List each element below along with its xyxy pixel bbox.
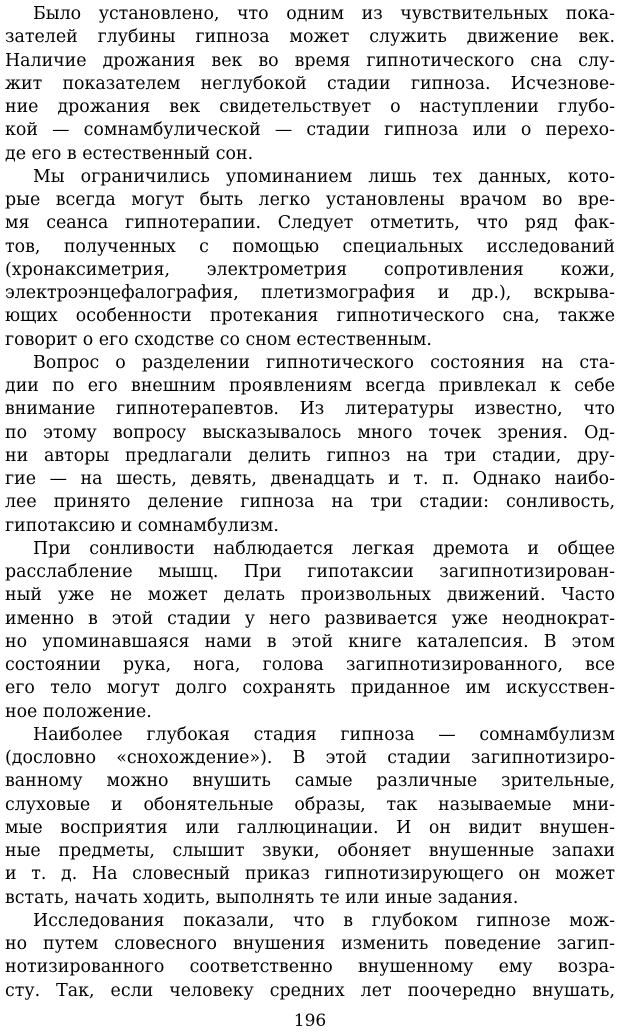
text-line: говорит о его сходстве со сном естественным. xyxy=(5,329,432,350)
text-line: расслабление мышц. При гипотаксии загипнотизирован- xyxy=(5,562,615,582)
text-line: его тело могут долго сохранять приданное им искусствен- xyxy=(5,678,615,699)
text-line: де его в естественный сон. xyxy=(5,143,254,164)
text-line: Вопрос о разделении гипнотического состояния на ста- xyxy=(33,352,615,373)
page-number: 196 xyxy=(293,1011,327,1031)
text-line: ние дрожания век свидетельствует о наступлении глубо- xyxy=(5,97,615,117)
text-line: но упоминавшаяся нами в этой книге каталепсия. В этом xyxy=(5,631,615,652)
text-line: лее принято деление гипноза на три стадии: сонливость, xyxy=(5,492,615,513)
text-line: Наиболее глубокая стадия гипноза — сомнамбулизм xyxy=(33,724,615,745)
text-line: внимание гипнотерапевтов. Из литературы известно, что xyxy=(5,399,615,420)
text-line: тов, полученных с помощью специальных исследований xyxy=(5,236,615,257)
text-line: ванному можно внушить самые различные зрительные, xyxy=(5,771,615,792)
text-line: гие — на шесть, девять, двенадцать и т. п. Однако наибо- xyxy=(5,469,615,489)
text-line: Наличие дрожания век во время гипнотического сна слу- xyxy=(5,50,615,71)
text-line: ные предметы, слышит звуки, обоняет внушенные запахи xyxy=(5,841,615,861)
text-line: Мы ограничились упоминанием лишь тех данных, кото- xyxy=(33,166,615,187)
text-line: мые восприятия или галлюцинации. И он видит внушен- xyxy=(5,817,615,838)
text-line: именно в этой стадии у него развивается уже неоднократ- xyxy=(5,608,615,629)
text-line: (дословно «снохождение»). В этой стадии загипнотизиро- xyxy=(5,748,615,768)
text-line: но путем словесного внушения изменить поведение загип- xyxy=(5,934,615,954)
text-line: ный уже не может делать произвольных движений. Часто xyxy=(5,585,615,606)
text-line: слуховые и обонятельные образы, так называемые мни- xyxy=(5,794,615,815)
text-line: и т. д. На словесный приказ гипнотизирующего он может xyxy=(5,864,615,885)
text-line: сту. Так, если человеку средних лет поочередно внушать, xyxy=(5,980,615,1001)
text-line: Было установлено, что одним из чувствительных пока- xyxy=(33,4,615,24)
text-line: зателей глубины гипноза может служить движение век. xyxy=(5,27,615,48)
text-line: ни авторы предлагали делить гипноз на три стадии, дру- xyxy=(5,445,615,466)
text-line: кой — сомнамбулической — стадии гипноза или о перехо- xyxy=(5,120,615,141)
text-line: встать, начать ходить, выполнять те или иные задания. xyxy=(5,887,519,908)
text-line: мя сеанса гипнотерапии. Следует отметить, что ряд фак- xyxy=(5,213,615,234)
text-line: жит показателем неглубокой стадии гипноза. Исчезнове- xyxy=(5,73,615,94)
book-page xyxy=(5,0,615,1036)
text-line: электроэнцефалография, плетизмография и др.), вскрыва- xyxy=(5,283,615,303)
text-line: При сонливости наблюдается легкая дремота и общее xyxy=(33,538,615,559)
text-line: по этому вопросу высказывалось много точек зрения. Од- xyxy=(5,422,615,443)
text-line: состоянии рука, нога, голова загипнотизированного, все xyxy=(5,655,615,675)
text-line: Исследования показали, что в глубоком гипнозе мож- xyxy=(33,910,615,931)
text-line: нотизированного соответственно внушенному ему возра- xyxy=(5,957,615,978)
text-line: (хронаксиметрия, электрометрия сопротивления кожи, xyxy=(5,259,615,280)
text-line: гипотаксию и сомнамбулизм. xyxy=(5,515,279,536)
text-line: дии по его внешним проявлениям всегда привлекал к себе xyxy=(5,376,615,396)
text-line: ное положение. xyxy=(5,701,152,722)
text-line: ющих особенности протекания гипнотического сна, также xyxy=(5,306,615,327)
body-text xyxy=(5,3,615,1003)
text-line: рые всегда могут быть легко установлены врачом во вре- xyxy=(5,190,615,210)
